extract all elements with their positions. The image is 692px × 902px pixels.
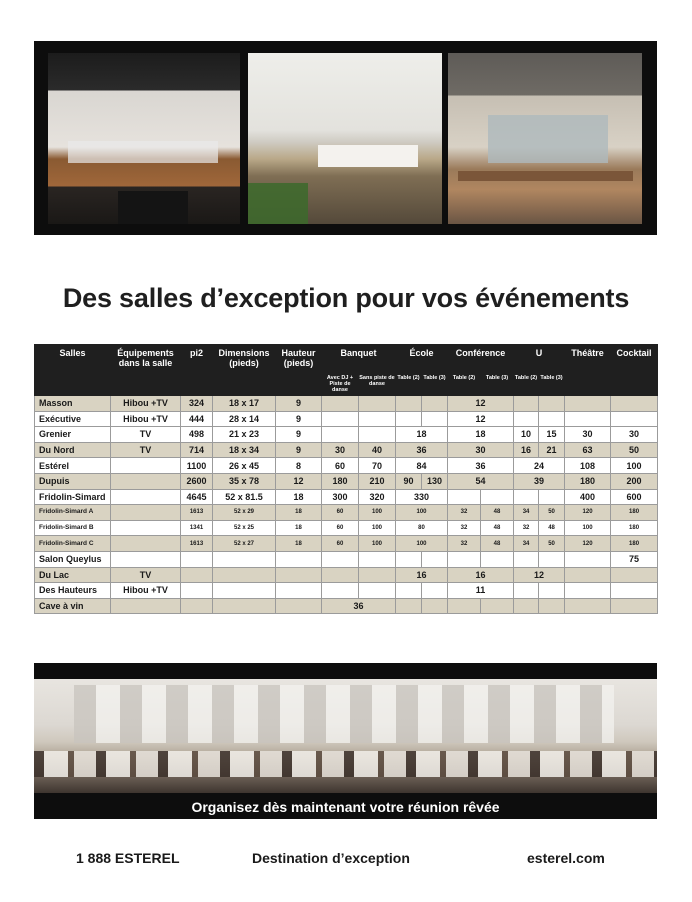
ballroom-photo [34, 679, 657, 793]
cell-banquet-dj: 60 [322, 458, 359, 474]
cell-conference: 54 [448, 473, 514, 489]
cell-pi2: 1100 [181, 458, 213, 474]
room-name: Fridolin-Simard [35, 489, 111, 505]
cell-u-table2 [514, 489, 539, 505]
table-row [35, 583, 658, 599]
cell-conference-table2 [448, 551, 481, 567]
cell-u-table2: 32 [514, 520, 539, 536]
cell-height: 9 [276, 396, 322, 412]
cell-cocktail: 30 [611, 427, 658, 443]
table-row [35, 551, 658, 567]
cell-height: 18 [276, 536, 322, 552]
cell-u-table3 [539, 489, 565, 505]
cell-equipment: Hibou +TV [111, 583, 181, 599]
table-row [35, 489, 658, 505]
cell-conference-table2: 32 [448, 505, 481, 521]
cell-height: 9 [276, 427, 322, 443]
cell-theatre [565, 411, 611, 427]
cell-conference: 12 [448, 396, 514, 412]
cell-u-table2 [514, 396, 539, 412]
cell-banquet-dj: 60 [322, 536, 359, 552]
table-row [35, 520, 658, 536]
cell-pi2: 1341 [181, 520, 213, 536]
cell-dimensions: 18 x 17 [213, 396, 276, 412]
cell-cocktail: 50 [611, 442, 658, 458]
cell-pi2: 2600 [181, 473, 213, 489]
cell-equipment [111, 505, 181, 521]
cell-conference-table2: 32 [448, 536, 481, 552]
cell-theatre [565, 567, 611, 583]
cell-cocktail [611, 396, 658, 412]
cell-height [276, 551, 322, 567]
cell-dimensions [213, 551, 276, 567]
cell-u-table3: 21 [539, 442, 565, 458]
cell-theatre: 30 [565, 427, 611, 443]
subheader-ecole-table2: Table (2) [396, 373, 422, 396]
table-row [35, 536, 658, 552]
room-name: Cave à vin [35, 598, 111, 614]
header-pi2: pi2 [181, 345, 213, 396]
table-row [35, 505, 658, 521]
cell-u-table3: 50 [539, 536, 565, 552]
cell-theatre [565, 551, 611, 567]
cell-height: 8 [276, 458, 322, 474]
cell-conference: 36 [448, 458, 514, 474]
cell-ecole: 100 [396, 536, 448, 552]
cell-equipment [111, 520, 181, 536]
cell-u-table3 [539, 598, 565, 614]
footer-website[interactable]: esterel.com [527, 850, 605, 866]
cell-equipment [111, 458, 181, 474]
cell-cocktail [611, 567, 658, 583]
cell-dimensions: 52 x 29 [213, 505, 276, 521]
cell-banquet-sans: 320 [359, 489, 396, 505]
cell-height [276, 583, 322, 599]
room-name: Exécutive [35, 411, 111, 427]
cell-banquet-sans: 210 [359, 473, 396, 489]
cell-conference-table3 [481, 598, 514, 614]
footer-tagline: Destination d’exception [252, 850, 410, 866]
banner-caption: Organisez dès maintenant votre réunion rêvée [191, 799, 500, 815]
cell-ecole-table2: 90 [396, 473, 422, 489]
cell-ecole: 80 [396, 520, 448, 536]
cell-conference-table3 [481, 551, 514, 567]
cell-ecole: 330 [396, 489, 448, 505]
cell-u-table3 [539, 396, 565, 412]
cell-banquet-sans [359, 583, 396, 599]
header-theatre: Théâtre [565, 345, 611, 396]
cell-u: 12 [514, 567, 565, 583]
cell-conference-table3 [481, 489, 514, 505]
header-dimensions: Dimensions (pieds) [213, 345, 276, 396]
cell-banquet-sans [359, 427, 396, 443]
cell-banquet-dj: 300 [322, 489, 359, 505]
header-hauteur: Hauteur (pieds) [276, 345, 322, 396]
cell-height: 18 [276, 520, 322, 536]
cell-pi2: 714 [181, 442, 213, 458]
room-name: Fridolin-Simard A [35, 505, 111, 521]
cell-u-table2: 10 [514, 427, 539, 443]
subheader-conference-table2: Table (2) [448, 373, 481, 396]
cell-height [276, 567, 322, 583]
cell-pi2 [181, 551, 213, 567]
subheader-u-table2: Table (2) [514, 373, 539, 396]
cell-banquet-dj: 180 [322, 473, 359, 489]
cell-u-table3: 50 [539, 505, 565, 521]
room-name: Du Lac [35, 567, 111, 583]
cell-theatre: 400 [565, 489, 611, 505]
cell-equipment: TV [111, 442, 181, 458]
cell-equipment: TV [111, 567, 181, 583]
cell-height: 9 [276, 411, 322, 427]
cell-equipment: Hibou +TV [111, 411, 181, 427]
cell-dimensions [213, 567, 276, 583]
cell-ecole-table3 [422, 396, 448, 412]
table-row [35, 458, 658, 474]
header-salles: Salles [35, 345, 111, 396]
cell-pi2: 444 [181, 411, 213, 427]
table-row [35, 427, 658, 443]
cell-ecole-table2 [396, 411, 422, 427]
cell-u-table2 [514, 598, 539, 614]
cell-u-table2 [514, 551, 539, 567]
cell-cocktail: 180 [611, 536, 658, 552]
cell-conference: 30 [448, 442, 514, 458]
room-name: Grenier [35, 427, 111, 443]
cell-theatre: 180 [565, 473, 611, 489]
cell-dimensions: 52 x 27 [213, 536, 276, 552]
cell-banquet-dj: 60 [322, 520, 359, 536]
cell-theatre [565, 598, 611, 614]
cell-height: 9 [276, 442, 322, 458]
cell-height: 18 [276, 505, 322, 521]
cell-cocktail: 100 [611, 458, 658, 474]
footer-phone: 1 888 ESTEREL [76, 850, 180, 866]
cell-dimensions: 28 x 14 [213, 411, 276, 427]
cell-u-table3: 15 [539, 427, 565, 443]
table-row [35, 396, 658, 412]
meeting-room-photo [248, 53, 442, 224]
subheader-ecole-table3: Table (3) [422, 373, 448, 396]
cell-ecole-table3: 130 [422, 473, 448, 489]
header-cocktail: Cocktail [611, 345, 658, 396]
cell-banquet-sans: 100 [359, 505, 396, 521]
cell-ecole: 100 [396, 505, 448, 521]
cell-equipment [111, 598, 181, 614]
cell-banquet-sans: 70 [359, 458, 396, 474]
header-conference: Conférence [448, 345, 514, 373]
cell-u-table2: 34 [514, 505, 539, 521]
cell-ecole: 16 [396, 567, 448, 583]
cell-ecole-table2 [396, 551, 422, 567]
cell-cocktail: 180 [611, 505, 658, 521]
cell-banquet-dj [322, 551, 359, 567]
table-row [35, 598, 658, 614]
cell-banquet-dj [322, 411, 359, 427]
cell-banquet-dj [322, 567, 359, 583]
cell-theatre: 63 [565, 442, 611, 458]
cell-banquet-dj: 30 [322, 442, 359, 458]
ballroom-banner [34, 663, 657, 819]
page-title: Des salles d’exception pour vos événements [62, 283, 630, 313]
cell-banquet-sans: 100 [359, 520, 396, 536]
cell-u-table3 [539, 411, 565, 427]
cell-ecole-table2 [396, 396, 422, 412]
cell-banquet-sans: 40 [359, 442, 396, 458]
cell-equipment [111, 536, 181, 552]
cell-dimensions [213, 598, 276, 614]
subheader-banquet-dj: Avec DJ + Piste de danse [322, 373, 359, 396]
room-name: Estérel [35, 458, 111, 474]
cell-height: 12 [276, 473, 322, 489]
cell-pi2: 1613 [181, 536, 213, 552]
cell-theatre: 120 [565, 505, 611, 521]
cell-cocktail: 200 [611, 473, 658, 489]
cell-ecole: 18 [396, 427, 448, 443]
cell-banquet-sans [359, 567, 396, 583]
cell-height [276, 598, 322, 614]
cell-pi2 [181, 583, 213, 599]
cell-dimensions [213, 583, 276, 599]
cell-equipment [111, 489, 181, 505]
cell-ecole-table3 [422, 583, 448, 599]
cell-conference: 18 [448, 427, 514, 443]
room-name: Dupuis [35, 473, 111, 489]
cell-cocktail [611, 411, 658, 427]
header-equipements: Équipements dans la salle [111, 345, 181, 396]
room-name: Fridolin-Simard B [35, 520, 111, 536]
cell-u: 24 [514, 458, 565, 474]
subheader-u-table3: Table (3) [539, 373, 565, 396]
cell-theatre: 100 [565, 520, 611, 536]
header-banquet: Banquet [322, 345, 396, 373]
cell-pi2 [181, 567, 213, 583]
cell-conference-table3: 48 [481, 505, 514, 521]
subheader-banquet-sans: Sans piste de danse [359, 373, 396, 396]
cell-banquet: 36 [322, 598, 396, 614]
cell-u-table3: 48 [539, 520, 565, 536]
cell-dimensions: 52 x 81.5 [213, 489, 276, 505]
room-name: Fridolin-Simard C [35, 536, 111, 552]
boardroom-photo [48, 53, 240, 224]
cell-ecole-table3 [422, 598, 448, 614]
cell-conference-table2 [448, 598, 481, 614]
cell-u: 39 [514, 473, 565, 489]
cell-ecole-table3 [422, 411, 448, 427]
cell-u-table3 [539, 551, 565, 567]
table-row [35, 473, 658, 489]
table-row [35, 442, 658, 458]
cell-u-table2: 16 [514, 442, 539, 458]
table-row [35, 411, 658, 427]
cell-equipment [111, 551, 181, 567]
cell-pi2 [181, 598, 213, 614]
cell-dimensions: 35 x 78 [213, 473, 276, 489]
cell-equipment: TV [111, 427, 181, 443]
room-name: Des Hauteurs [35, 583, 111, 599]
cell-pi2: 4645 [181, 489, 213, 505]
cell-conference-table3: 48 [481, 536, 514, 552]
cell-pi2: 498 [181, 427, 213, 443]
cell-banquet-dj: 60 [322, 505, 359, 521]
cell-banquet-sans [359, 396, 396, 412]
cell-ecole-table2 [396, 598, 422, 614]
rooms-capacity-table [34, 344, 658, 614]
cell-cocktail: 600 [611, 489, 658, 505]
cell-banquet-sans [359, 411, 396, 427]
cell-conference-table3: 48 [481, 520, 514, 536]
cell-u-table2: 34 [514, 536, 539, 552]
cell-conference: 12 [448, 411, 514, 427]
subheader-conference-table3: Table (3) [481, 373, 514, 396]
cell-theatre: 108 [565, 458, 611, 474]
cell-equipment: Hibou +TV [111, 396, 181, 412]
photo-strip [34, 41, 657, 235]
cell-conference: 16 [448, 567, 514, 583]
cell-banquet-dj [322, 396, 359, 412]
cell-cocktail [611, 583, 658, 599]
cell-banquet-dj [322, 427, 359, 443]
cell-ecole-table3 [422, 551, 448, 567]
room-name: Masson [35, 396, 111, 412]
cell-banquet-sans [359, 551, 396, 567]
cell-conference-table2: 32 [448, 520, 481, 536]
cell-theatre [565, 396, 611, 412]
cell-u-table2 [514, 411, 539, 427]
cell-pi2: 324 [181, 396, 213, 412]
cell-pi2: 1613 [181, 505, 213, 521]
room-name: Du Nord [35, 442, 111, 458]
room-name: Salon Queylus [35, 551, 111, 567]
conference-room-photo [448, 53, 642, 224]
cell-theatre [565, 583, 611, 599]
cell-banquet-dj [322, 583, 359, 599]
cell-dimensions: 21 x 23 [213, 427, 276, 443]
cell-cocktail [611, 598, 658, 614]
cell-theatre: 120 [565, 536, 611, 552]
cell-u-table2 [514, 583, 539, 599]
cell-conference-table2 [448, 489, 481, 505]
cell-cocktail: 75 [611, 551, 658, 567]
cell-u-table3 [539, 583, 565, 599]
cell-dimensions: 26 x 45 [213, 458, 276, 474]
cell-cocktail: 180 [611, 520, 658, 536]
cell-dimensions: 18 x 34 [213, 442, 276, 458]
cell-equipment [111, 473, 181, 489]
cell-banquet-sans: 100 [359, 536, 396, 552]
header-u: U [514, 345, 565, 373]
cell-ecole: 84 [396, 458, 448, 474]
cell-dimensions: 52 x 25 [213, 520, 276, 536]
cell-ecole: 36 [396, 442, 448, 458]
header-ecole: École [396, 345, 448, 373]
cell-conference: 11 [448, 583, 514, 599]
cell-ecole-table2 [396, 583, 422, 599]
table-row [35, 567, 658, 583]
cell-height: 18 [276, 489, 322, 505]
